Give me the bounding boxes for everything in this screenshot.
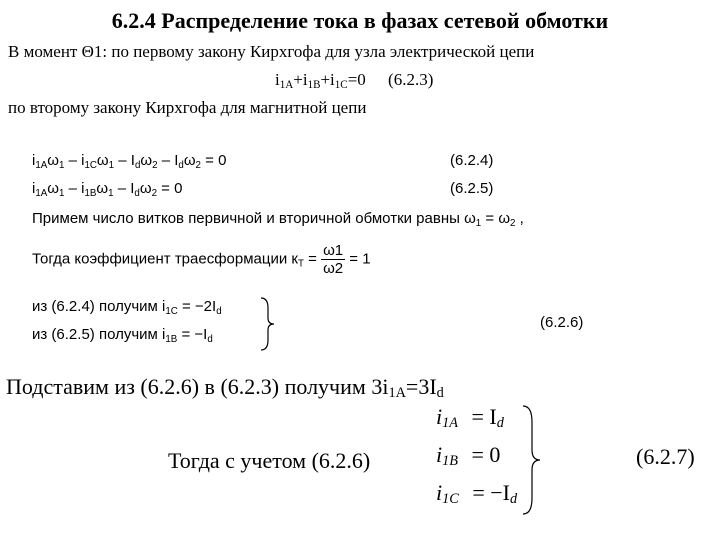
result-from-6-2-5: из (6.2.5) получим $i_{1B} = -I_d$ [32,326,213,345]
transformation-ratio: Тогда коэффициент траесформации $к_T$ = $\frac{\omega 1}{\omega 2}$ = 1 [32,242,371,277]
system-row-i1b: $i_{1B} = 0$ [436,442,501,469]
system-row-i1c: $i_{1C} = -I_d$ [436,480,518,507]
page-title: 6.2.4 Распределение тока в фазах сетевой обмотки [111,8,609,33]
substitution-statement: Подставим из (6.2.6) в (6.2.3) получим $3i_{1A}=3I_d$ [6,374,444,401]
equation-label-6-2-7: (6.2.7) [636,444,695,469]
kirchhoff-second-law-text: по второму закону Кирхгофа для магнитной цепи [8,98,367,117]
equation-6-2-3: $i_{1A}+i_{1B}+i_{1C}=0$ (6.2.3) [275,70,434,91]
result-from-6-2-4: из (6.2.4) получим $i_{1C} = -2I_d$ [32,298,222,317]
equation-label: (6.2.3) [388,70,434,89]
equation-6-2-5: $i_{1A}\omega_1 - i_{1B}\omega_1 - I_d\omega_2 = 0$ [32,180,183,199]
kirchhoff-first-law-text: В момент Θ1: по первому закону Кирхгофа для узла электрической цепи [8,42,535,61]
equation-label-6-2-6: (6.2.6) [540,314,584,331]
system-row-i1a: $i_{1A} = I_d$ [436,404,504,431]
right-brace-6-2-6 [258,296,278,352]
turns-equal-statement: Примем число витков первичной и вторичной обмотки равны $\omega_1 = \omega_2$ , [32,210,524,229]
considering-6-2-6-text: Тогда с учетом (6.2.6) [168,448,371,473]
equation-label-6-2-4: (6.2.4) [450,152,494,169]
equation-6-2-4: $i_{1A}\omega_1 - i_{1C}\omega_1 - I_d\omega_2 - I_d\omega_2 = 0$ [32,152,227,171]
right-brace-6-2-7 [520,404,544,516]
equation-label-6-2-5: (6.2.5) [450,180,494,197]
